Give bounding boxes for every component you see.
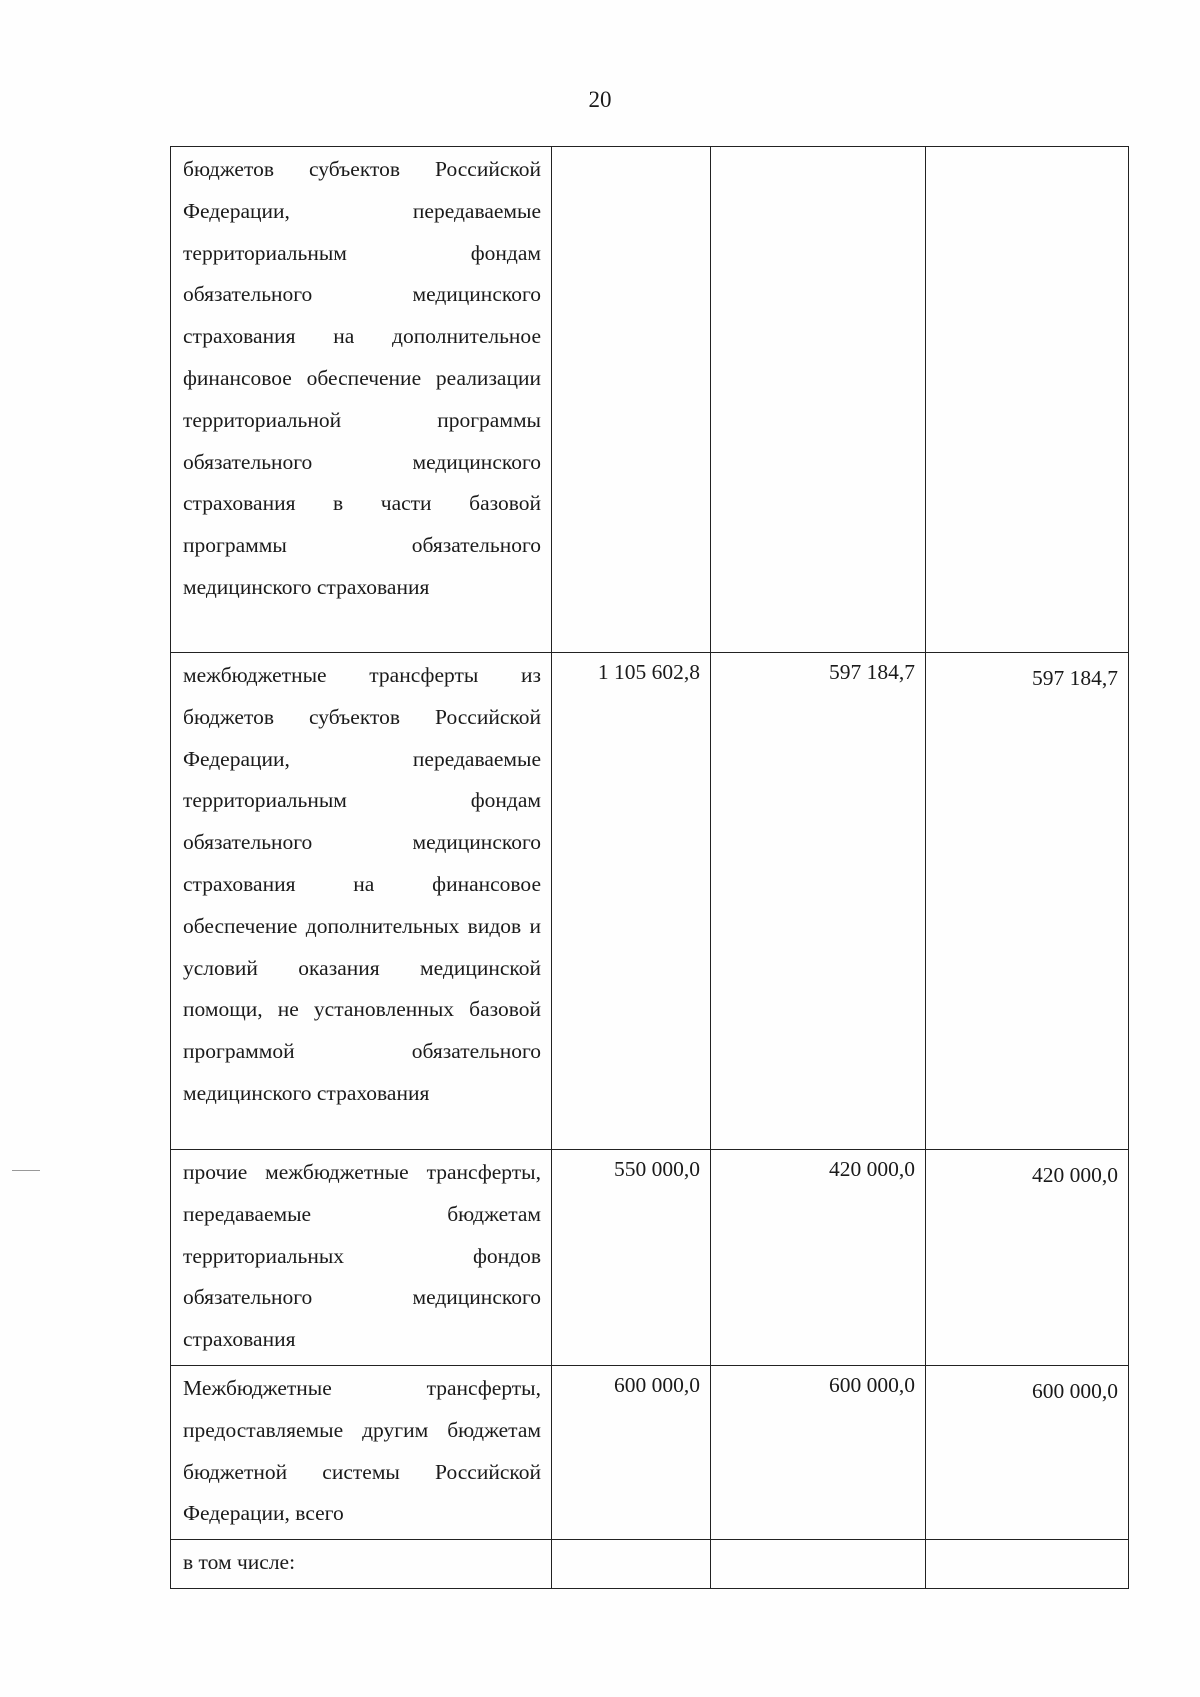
value-cell: 420 000,0 (711, 1150, 926, 1366)
value-cell: 420 000,0 (926, 1150, 1129, 1366)
value-cell: 600 000,0 (552, 1365, 711, 1539)
value-cell: 600 000,0 (711, 1365, 926, 1539)
row-description: межбюджетные трансферты из бюджетов субъектов Российской Федерации, передаваемые территориальным фондам обязательного медицинского страхования на финансовое обеспечение дополнительных видов и условий оказания медицинской помощи, не установленных базовой программой обязательного медицинского страхования (171, 653, 552, 1150)
table-row (171, 653, 1129, 1150)
value-cell (552, 1540, 711, 1589)
table-row (171, 1365, 1129, 1539)
row-description: бюджетов субъектов Российской Федерации, передаваемые территориальным фондам обязательного медицинского страхования на дополнительное финансовое обеспечение реализации территориальной программы обязательного медицинского страхования в части базовой программы обязательного медицинского страхования (171, 147, 552, 653)
table-row (171, 1540, 1129, 1589)
row-description: прочие межбюджетные трансферты, передаваемые бюджетам территориальных фондов обязательного медицинского страхования (171, 1150, 552, 1366)
budget-table (170, 146, 1129, 1589)
value-cell: 1 105 602,8 (552, 653, 711, 1150)
value-cell: 550 000,0 (552, 1150, 711, 1366)
row-description: в том числе: (171, 1540, 552, 1589)
value-cell: 597 184,7 (711, 653, 926, 1150)
value-cell (711, 147, 926, 653)
scan-mark (12, 1170, 40, 1171)
value-cell (711, 1540, 926, 1589)
value-cell: 600 000,0 (926, 1365, 1129, 1539)
value-cell: 597 184,7 (926, 653, 1129, 1150)
page-number: 20 (588, 87, 612, 112)
value-cell (926, 147, 1129, 653)
value-cell (926, 1540, 1129, 1589)
table-row (171, 147, 1129, 653)
table-row (171, 1150, 1129, 1366)
value-cell (552, 147, 711, 653)
row-description: Межбюджетные трансферты, предоставляемые другим бюджетам бюджетной системы Российской Федерации, всего (171, 1365, 552, 1539)
